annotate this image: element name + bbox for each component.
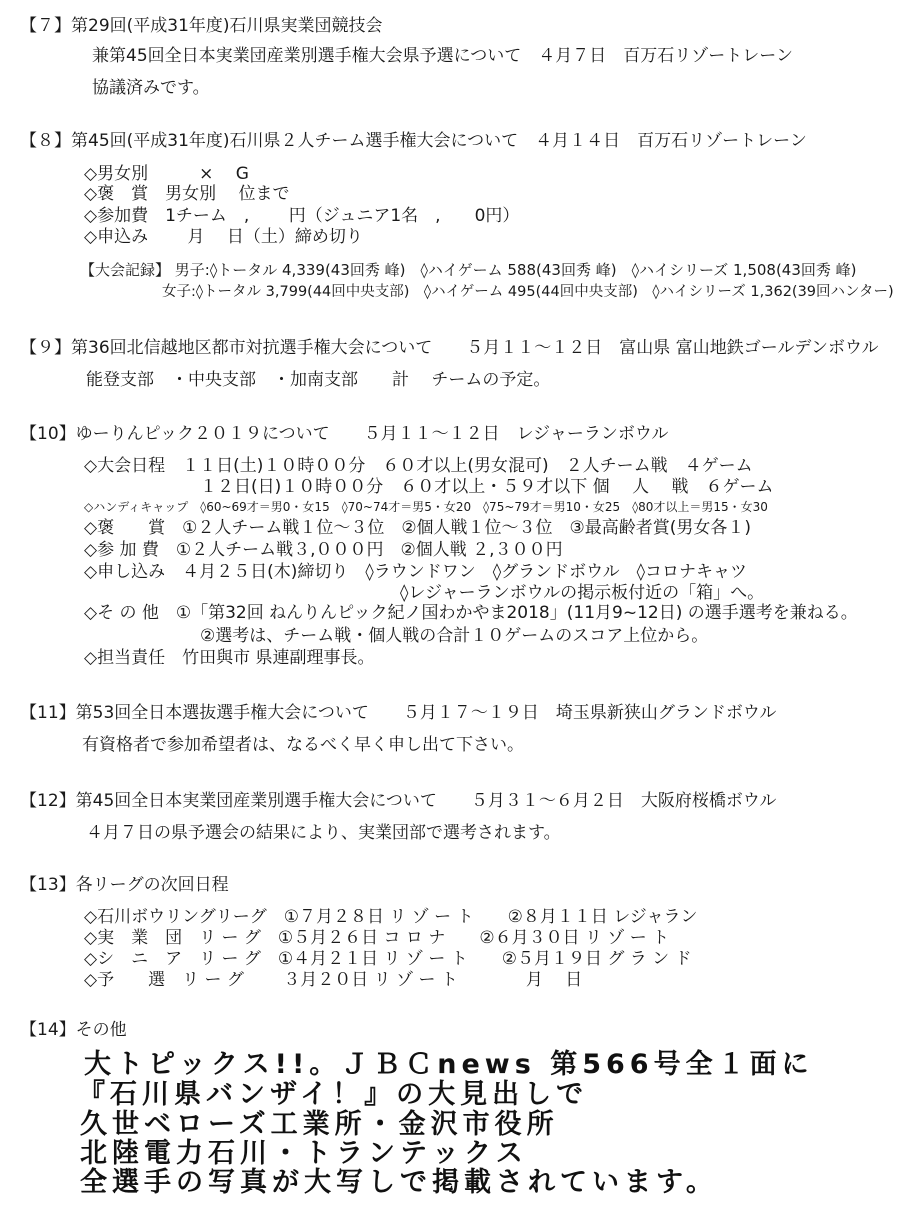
league-row-ishikawa: ◇石川ボウリングリーグ ①７月２８日 リ ゾ ー ト ②８月１１日 レジャラン — [84, 907, 698, 927]
league-row-jitsugyodan: ◇実 業 団 リ ー グ ①５月２６日 コ ロ ナ ②６月３０日 リ ゾ ー ト — [84, 928, 670, 948]
league-row-yosen: ◇予 選 リ ー グ ３月２０日 リ ゾ ー ト 月 日 — [84, 970, 583, 990]
league-row-senior: ◇シ ニ ア リ ー グ ①４月２１日 リ ゾ ー ト ②５月１９日 グ ラ ン ド — [84, 949, 692, 969]
section-7-heading: 【７】第29回(平成31年度)石川県実業団競技会 — [20, 16, 383, 36]
topics-line-1: 大トピックス!!。ＪＢＣnews 第566号全１面に — [84, 1049, 814, 1080]
section-7-line-2: 兼第45回全日本実業団産業別選手権大会県予選について ４月７日 百万石リゾートレーン — [92, 46, 793, 66]
section-10-responsible: ◇担当責任 竹田與市 県連副理事長。 — [84, 648, 375, 668]
section-10-schedule-day2: １２日(日)１０時００分 ６０才以上・５９才以下 個 人 戦 ６ゲーム — [200, 477, 774, 497]
section-13-heading: 【13】各リーグの次回日程 — [20, 875, 229, 895]
topics-line-3: 久世ベローズ工業所・金沢市役所 — [80, 1109, 559, 1140]
topics-line-5: 全選手の写真が大写しで掲載されています。 — [80, 1167, 718, 1198]
section-8-award: ◇褒 賞 男女別 位まで — [84, 184, 290, 204]
section-10-heading: 【10】ゆーりんピック２０１９について ５月１１～１２日 レジャーランボウル — [20, 424, 669, 444]
section-8-fee: ◇参加費 1チーム , 円（ジュニア1名 , 0円） — [84, 206, 520, 226]
section-10-fee: ◇参 加 費 ①２人チーム戦３,０００円 ②個人戦 ２,３００円 — [84, 540, 563, 560]
section-9-heading: 【９】第36回北信越地区都市対抗選手権大会について ５月１１～１２日 富山県 富山地鉄ゴールデンボウル — [20, 338, 879, 358]
section-8-gender-games: ◇男女別 × G — [84, 164, 249, 184]
topics-line-2: 『石川県バンザイ！』の大見出しで — [78, 1079, 589, 1110]
section-8-deadline: ◇申込み 月 日（土）締め切り — [84, 227, 363, 247]
section-11-note: 有資格者で参加希望者は、なるべく早く申し出て下さい。 — [82, 735, 524, 755]
section-10-awards: ◇褒 賞 ①２人チーム戦１位～３位 ②個人戦１位～３位 ③最高齢者賞(男女各１) — [84, 518, 752, 538]
section-11-heading: 【11】第53回全日本選抜選手権大会について ５月１７～１９日 埼玉県新狭山グランドボウル — [20, 703, 777, 723]
section-12-heading: 【12】第45回全日本実業団産業別選手権大会について ５月３１～６月２日 大阪府桜橋ボウル — [20, 791, 777, 811]
section-12-note: ４月７日の県予選会の結果により、実業団部で選考されます。 — [86, 823, 561, 843]
section-10-handicap: ◇ハンディキャップ ◊60~69才＝男0・女15 ◊70~74才＝男5・女20 ◊75~79才＝男10・女25 ◊80才以上＝男15・女30 — [84, 500, 768, 514]
section-9-branches: 能登支部 ・中央支部 ・加南支部 計 チームの予定。 — [86, 370, 551, 390]
section-8-record-women: 女子:◊トータル 3,799(44回中央支部) ◊ハイゲーム 495(44回中央支部) ◊ハイシリーズ 1,362(39回ハンター) — [162, 284, 894, 300]
section-14-heading: 【14】その他 — [20, 1020, 127, 1040]
section-10-other-2: ②選考は、チーム戦・個人戦の合計１０ゲームのスコア上位から。 — [200, 626, 709, 646]
section-10-application-box: ◊レジャーランボウルの掲示板付近の「箱」へ。 — [400, 583, 765, 603]
section-10-schedule-day1: ◇大会日程 １１日(土)１０時００分 ６０才以上(男女混可) ２人チーム戦 ４ゲーム — [84, 456, 753, 476]
section-10-other-1: ◇そ の 他 ①「第32回 ねんりんピック紀ノ国わかやま2018」(11月9~12日) の選手選考を兼ねる。 — [84, 603, 858, 623]
section-8-record-men: 【大会記録】 男子:◊トータル 4,339(43回秀 峰) ◊ハイゲーム 588(43回秀 峰) ◊ハイシリーズ 1,508(43回秀 峰) — [80, 261, 857, 279]
topics-line-4: 北陸電力石川・トランテックス — [80, 1138, 528, 1169]
section-8-heading: 【８】第45回(平成31年度)石川県２人チーム選手権大会について ４月１４日 百万石リゾートレーン — [20, 131, 807, 151]
section-10-application: ◇申し込み ４月２５日(木)締切り ◊ラウンドワン ◊グランドボウル ◊コロナキャツ — [84, 562, 748, 582]
section-7-line-3: 協議済みです。 — [92, 78, 210, 98]
